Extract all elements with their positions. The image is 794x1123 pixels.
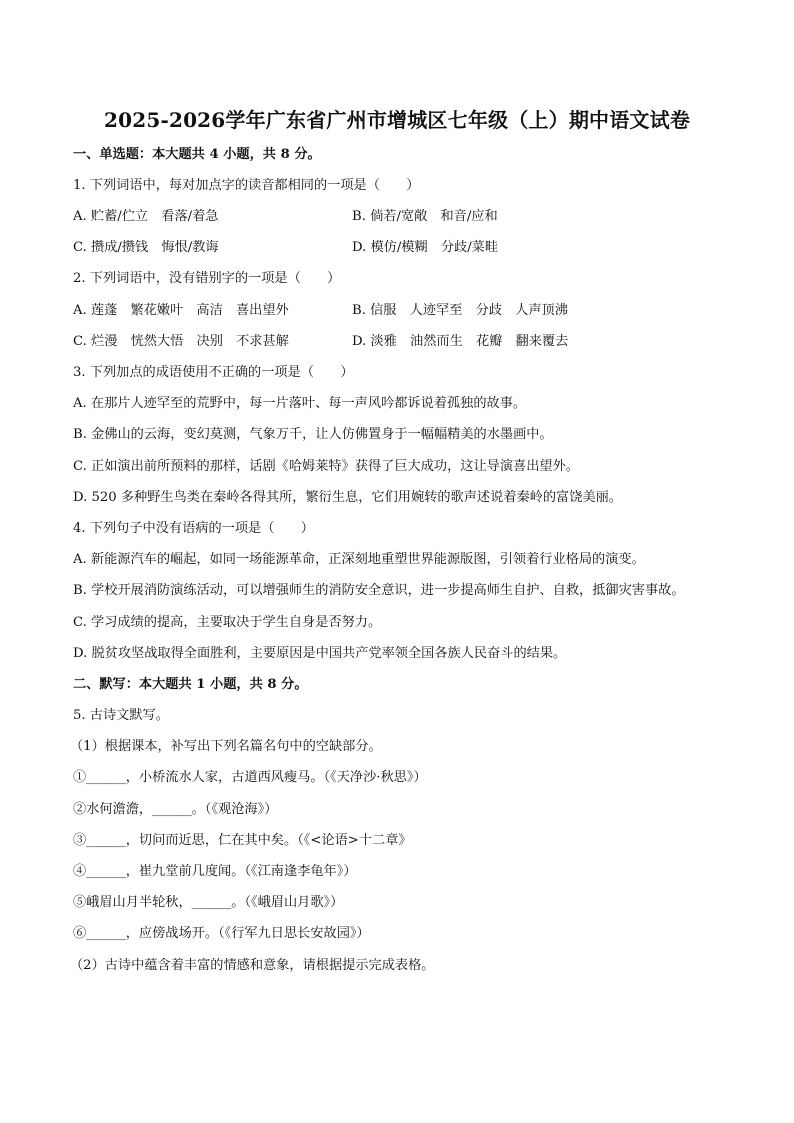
dictation-item: ①______，小桥流水人家，古道西风瘦马。（《天净沙·秋思》） [73, 770, 427, 785]
exam-title: 2025-2026学年广东省广州市增城区七年级（上）期中语文试卷 [103, 108, 691, 132]
question-3-option-c: C. 正如演出前所预料的那样，话剧《哈姆莱特》获得了巨大成功，这让导演喜出望外。 [73, 459, 579, 474]
question-3-option-a: A. 在那片人迹罕至的荒野中，每一片落叶、每一声风吟都诉说着孤独的故事。 [73, 396, 527, 411]
question-2-option-a: A. 莲蓬 繁花嫩叶 高洁 喜出望外 [73, 303, 289, 318]
dictation-item: ⑥______，应傍战场开。（《行军九日思长安故园》） [73, 926, 370, 941]
question-5-stem: 5. 古诗文默写。 [73, 708, 169, 723]
dictation-item: ③______，切问而近思，仁在其中矣。（《<论语>十二章》 [73, 833, 412, 848]
question-2-option-c: C. 烂漫 恍然大悟 决别 不求甚解 [73, 334, 289, 349]
question-2-option-d: D. 淡雅 油然而生 花瓣 翻来覆去 [352, 334, 569, 349]
question-3-option-d: D. 520 多种野生鸟类在秦岭各得其所，繁衍生息，它们用婉转的歌声述说着秦岭的富饶美丽。 [73, 490, 622, 505]
question-1-option-d: D. 模仿/模糊 分歧/菜畦 [352, 240, 499, 255]
section-heading-2: 二、默写：本大题共 1 小题，共 8 分。 [73, 677, 308, 692]
question-3-stem: 3. 下列加点的成语使用不正确的一项是（ ） [73, 365, 354, 380]
question-2-option-b: B. 信服 人迹罕至 分歧 人声顶沸 [352, 303, 568, 318]
question-5-part-1: （1）根据课本，补写出下列名篇名句中的空缺部分。 [70, 739, 382, 754]
question-1-stem: 1. 下列词语中，每对加点字的读音都相同的一项是（ ） [73, 178, 420, 193]
question-2-stem: 2. 下列词语中，没有错别字的一项是（ ） [73, 271, 341, 286]
dictation-item: ⑤峨眉山月半轮秋，______。（《峨眉山月歌》） [73, 895, 344, 910]
question-3-option-b: B. 金佛山的云海，变幻莫测，气象万千，让人仿佛置身于一幅幅精美的水墨画中。 [73, 427, 553, 442]
question-4-option-a: A. 新能源汽车的崛起，如同一场能源革命，正深刻地重塑世界能源版图，引领着行业格局的演变。 [73, 552, 645, 567]
question-4-option-b: B. 学校开展消防演练活动，可以增强师生的消防安全意识，进一步提高师生自护、自救，抵御灾害事故。 [73, 583, 685, 598]
question-4-option-c: C. 学习成绩的提高，主要取决于学生自身是否努力。 [73, 615, 382, 630]
question-4-option-d: D. 脱贫攻坚战取得全面胜利，主要原因是中国共产党率领全国各族人民奋斗的结果。 [73, 646, 567, 661]
section-heading-1: 一、单选题：本大题共 4 小题，共 8 分。 [73, 147, 321, 162]
question-1-option-b: B. 倘若/宽敞 和音/应和 [352, 209, 498, 224]
dictation-item: ④______，崔九堂前几度闻。（《江南逢李龟年》） [73, 864, 357, 879]
question-4-stem: 4. 下列句子中没有语病的一项是（ ） [73, 521, 314, 536]
dictation-item: ②水何澹澹，______。（《观沧海》） [73, 802, 278, 817]
question-1-option-a: A. 贮蓄/伫立 看落/着急 [73, 209, 219, 224]
question-5-part-2: （2）古诗中蕴含着丰富的情感和意象，请根据提示完成表格。 [70, 958, 435, 973]
question-1-option-c: C. 攒成/攒钱 悔恨/教诲 [73, 240, 219, 255]
